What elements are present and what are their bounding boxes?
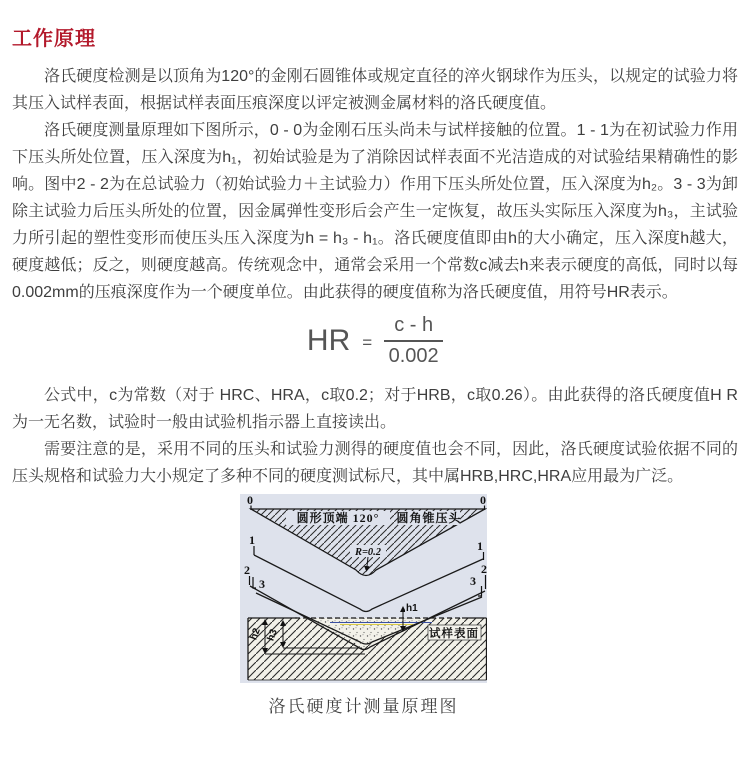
principle-figure xyxy=(240,494,487,717)
pos0-right-label: 0 xyxy=(480,494,486,507)
indenter-label-left: 圆形顶端 120° xyxy=(296,511,380,525)
h2-label: h2 xyxy=(248,626,263,642)
pos1-right-label: 1 xyxy=(477,539,483,553)
pos2-left-label: 2 xyxy=(244,563,250,577)
paragraph-constants: 公式中，c为常数（对于 HRC、HRA，c取0.2；对于HRB，c取0.26）。由此获得的洛氏硬度值H R为一无名数，试验时一般由试验机指示器上直接读出。 xyxy=(12,387,738,431)
formula-fraction xyxy=(384,314,443,368)
pos2-right-label: 2 xyxy=(481,562,487,576)
formula-equals: = xyxy=(362,333,373,352)
indenter-label-right: 圆角锥压头 xyxy=(396,511,462,525)
h1-label: h1 xyxy=(406,603,418,614)
figure-caption: 洛氏硬度计测量原理图 xyxy=(268,697,459,716)
pos3-right-label: 3 xyxy=(470,574,476,588)
paragraph-principle: 洛氏硬度测量原理如下图所示，0 - 0为金刚石压头尚未与试样接触的位置。1 - 1为在初试验力作用下压头所处位置，压入深度为h₁，初始试验是为了消除因试样表面不光洁造成的对试验结果精确性的影响。图中2 - 2为在总试验力（初始试验力＋主试验力）作用下压头所处位置，压入深度为h₂。3 - 3为卸除主试验力后压头所处的位置，因金属弹性变形后会产生一定恢复，故压头实际压入深度为h₃，主试验力所引起的塑性变形而使压头压入深度为h = h₃ - h₁。洛氏硬度值即由h的大小确定，压入深度h越大，硬度越低；反之，则硬度越高。传统观念中，通常会采用一个常数c减去h来表示硬度的高低，同时以每0.002mm的压痕深度作为一个硬度单位。由此获得的硬度值称为洛氏硬度值，用符号HR表示。 xyxy=(12,122,738,301)
surface-label-group xyxy=(428,625,481,640)
pos1-left-label: 1 xyxy=(249,533,255,547)
principle-diagram xyxy=(240,494,487,683)
formula-lhs: HR xyxy=(306,324,351,357)
page-title: 工作原理 xyxy=(12,28,96,50)
pos0-left-label: 0 xyxy=(247,494,253,507)
radius-label: R=0.2 xyxy=(354,547,382,558)
h3-label: h3 xyxy=(265,627,280,643)
hr-formula xyxy=(12,314,738,368)
paragraph-scales: 需要注意的是，采用不同的压头和试验力测得的硬度值也会不同，因此，洛氏硬度试验依据不同的压头规格和试验力大小规定了多种不同的硬度测试标尺，其中属HRB,HRC,HRA应用最为广泛。 xyxy=(12,441,738,485)
paragraph-definition: 洛氏硬度检测是以顶角为120°的金刚石圆锥体或规定直径的淬火钢球作为压头，以规定的试验力将其压入试样表面，根据试样表面压痕深度以评定被测金属材料的洛氏硬度值。 xyxy=(12,68,738,112)
surface-label: 试样表面 xyxy=(429,628,479,640)
pos3-left-label: 3 xyxy=(259,577,265,591)
formula-denominator: 0.002 xyxy=(388,345,439,367)
formula-numerator: c - h xyxy=(384,314,443,342)
